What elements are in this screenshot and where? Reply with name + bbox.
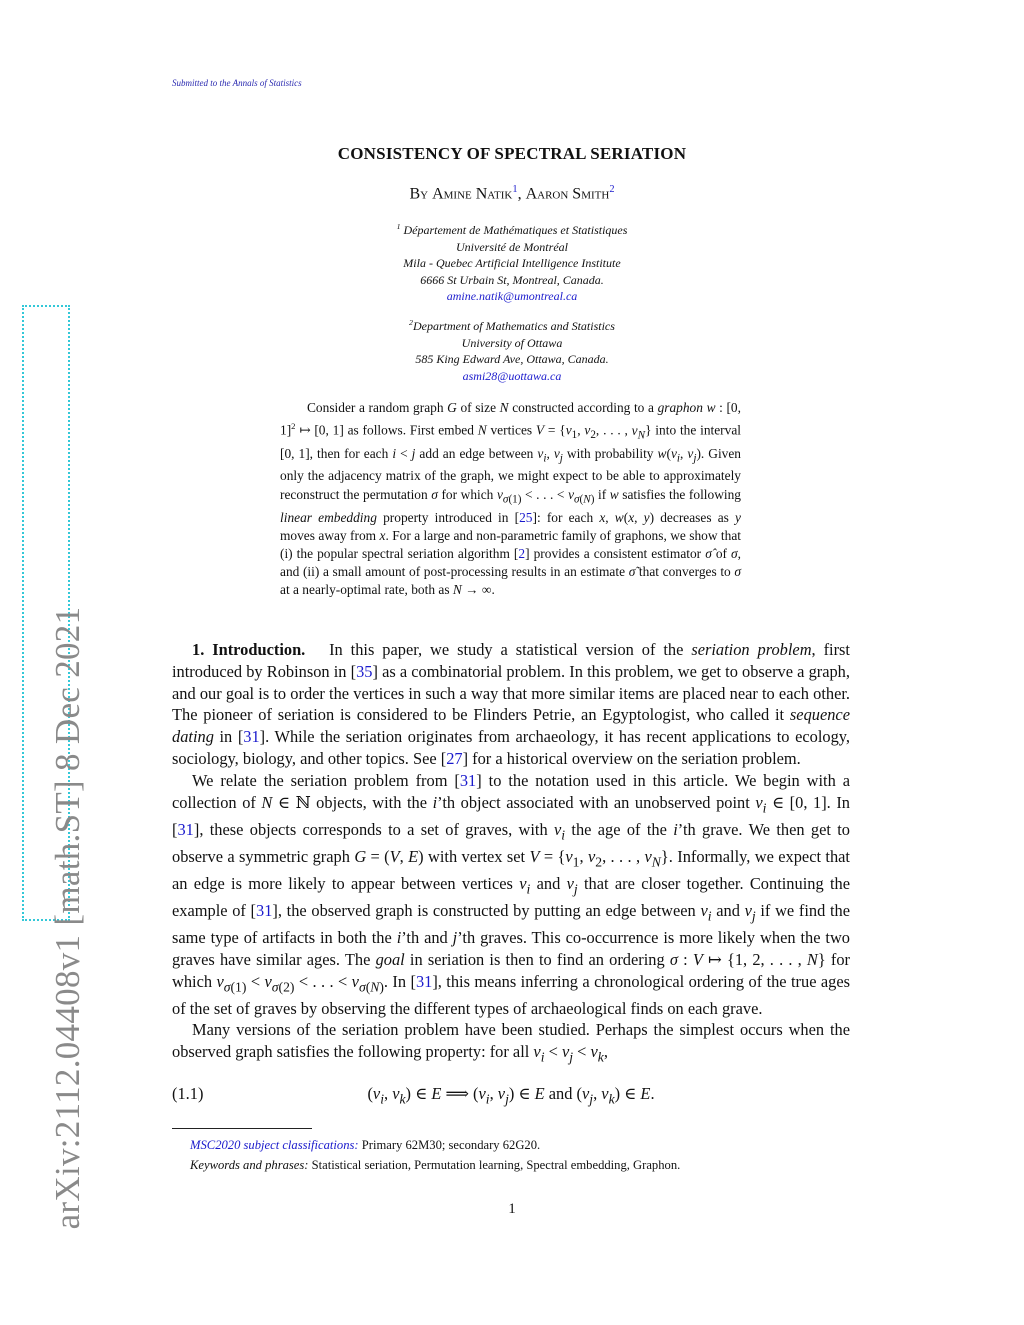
citation-link[interactable]: 31 bbox=[243, 727, 260, 747]
citation-link[interactable]: 35 bbox=[356, 661, 373, 681]
section-heading: 1. Introduction. bbox=[192, 640, 306, 659]
journal-header[interactable]: Submitted to the Annals of Statistics bbox=[172, 78, 302, 88]
affiliation-2-line: 585 King Edward Ave, Ottawa, Canada. bbox=[415, 352, 609, 366]
affiliation-2-line: Department of Mathematics and Statistics bbox=[412, 319, 615, 333]
citation-link[interactable]: 2 bbox=[518, 545, 526, 561]
footnote-rule bbox=[172, 1128, 312, 1129]
byline-by: By bbox=[409, 185, 429, 203]
footnotes bbox=[190, 1135, 680, 1175]
affiliation-1-line: Mila - Quebec Artificial Intelligence Institute bbox=[403, 256, 621, 270]
affiliation-2-line: University of Ottawa bbox=[461, 335, 563, 350]
affiliation-1 bbox=[0, 219, 1024, 305]
author-1-affil-marker[interactable]: 1 bbox=[512, 184, 518, 195]
paper-title: CONSISTENCY OF SPECTRAL SERIATION bbox=[337, 144, 687, 163]
author-1: Amine Natik bbox=[432, 185, 513, 203]
equation-number: (1.1) bbox=[172, 1084, 204, 1103]
citation-link[interactable]: 25 bbox=[519, 509, 533, 525]
page-number: 1 bbox=[508, 1201, 516, 1217]
msc-link[interactable]: MSC2020 subject classifications: bbox=[190, 1138, 359, 1152]
equation-1-1 bbox=[172, 1084, 850, 1106]
equation-body: ($v_i$, $v_k$) ∈ E ⟹ ($v_i$, $v_j$) ∈ E and ($v_j$, $v_k$) ∈ E. bbox=[367, 1084, 655, 1107]
keywords-label: Keywords and phrases: bbox=[190, 1158, 309, 1172]
affiliation-2-marker: 2 bbox=[409, 318, 413, 327]
arxiv-id: arXiv:2112.04408v1 [math.ST] 8 Dec 2021 bbox=[48, 606, 87, 1230]
email-link-2[interactable]: asmi28@uottawa.ca bbox=[462, 368, 562, 383]
arxiv-stamp[interactable] bbox=[22, 305, 87, 1230]
citation-link[interactable]: 27 bbox=[446, 748, 463, 768]
affiliation-1-marker: 1 bbox=[396, 222, 401, 231]
author-separator: , bbox=[517, 185, 526, 203]
author-2: Aaron Smith bbox=[525, 185, 610, 203]
affiliation-1-line: Université de Montréal bbox=[456, 239, 568, 254]
citation-link[interactable]: 31 bbox=[459, 770, 477, 790]
citation-link[interactable]: 31 bbox=[415, 971, 433, 991]
affiliation-2 bbox=[0, 315, 1024, 384]
citation-link[interactable]: 31 bbox=[177, 819, 194, 839]
affiliation-1-line: Département de Mathématiques et Statistiques bbox=[403, 223, 628, 237]
abstract: Consider a random graph G of size N constructed according to a graphon w : [0, 1]$^2$ ↦ [0, 1] as follows. First embed N vertices $V = \{v_1$, $v_2$, . . . , $v_N$} into the interval [0, 1], then for each i < j add an edge between $v_i$, $v_j$ with probability $w(v_i$, $v_j$). Given only the adjacency matrix of the graph, we might expect to be able to approximately reconstruct the permutation σ for which $v_{\sigma(1)}$ < . . . < $v_{\sigma(N)}$ if w satisfies the following linear embedding property introduced in [25]: for each x, w(x, y) decreases as y moves away from x. For a large and non-parametric family of graphons, we show that (i) the popular spectral seriation algorithm [2] provides a consistent estimator σ̂ of σ, and (ii) a small amount of post-processing results in an estimate σ̃ that converges to σ at a nearly-optimal rate, both as N → ∞. bbox=[280, 400, 742, 598]
citation-link[interactable]: 31 bbox=[256, 900, 273, 920]
affiliation-1-line: 6666 St Urbain St, Montreal, Canada. bbox=[420, 272, 604, 287]
introduction: 1. Introduction. In this paper, we study a statistical version of the seriation problem, first introduced by Robinson in [35] as a combinatorial problem. In this problem, we get to observe a graph, and our goal is to order the vertices in such a way that more similar items are placed near to each other. The pioneer of seriation is considered to be Flinders Petrie, an Egyptologist, who called it sequence dating in [31]. While the seriation originates from archaeology, it has recent applications to ecology, sociology, biology, and other topics. See [27] for a historical overview on the seriation problem. We relate the seriation problem from [31] to the notation used in this article. We begin with a collection of N ∈ ℕ objects, with the i’th object associated with an unobserved point $v_i$ ∈ [0, 1]. In [31], these objects corresponds to a set of graves, with $v_i$ the age of the i’th grave. We then get to observe a symmetric graph G = (V, E) with vertex set $V = \{v_1$, $v_2$, . . . , $v_N$}. Informally, we expect that an edge is more likely to appear between vertices $v_i$ and $v_j$ that are closer together. Continuing the example of [31], the observed graph is constructed by putting an edge between $v_i$ and $v_j$ if we find the same type of artifacts in both the i’th and j’th graves. This co-occurrence is more likely when the two graves have similar ages. The goal in seriation is then to find an ordering σ : V ↦ {1, 2, . . . , N} for which $v_{\sigma(1)} < v_{\sigma(2)}$ < . . . < $v_{\sigma(N)}$. In [31], this means inferring a chronological ordering of the true ages of the set of graves by observing the different types of archaeological finds on each grave. Many versions of the seriation problem have been studied. Perhaps the simplest occurs when the observed graph satisfies the following property: for all $v_i < v_j < v_k$, bbox=[172, 640, 851, 1065]
email-link-1[interactable]: amine.natik@umontreal.ca bbox=[446, 289, 578, 303]
msc-text: Primary 62M30; secondary 62G20. bbox=[361, 1138, 541, 1152]
byline bbox=[0, 184, 1024, 203]
author-2-affil-marker[interactable]: 2 bbox=[609, 184, 615, 195]
keywords-text: Statistical seriation, Permutation learning, Spectral embedding, Graphon. bbox=[311, 1158, 681, 1172]
